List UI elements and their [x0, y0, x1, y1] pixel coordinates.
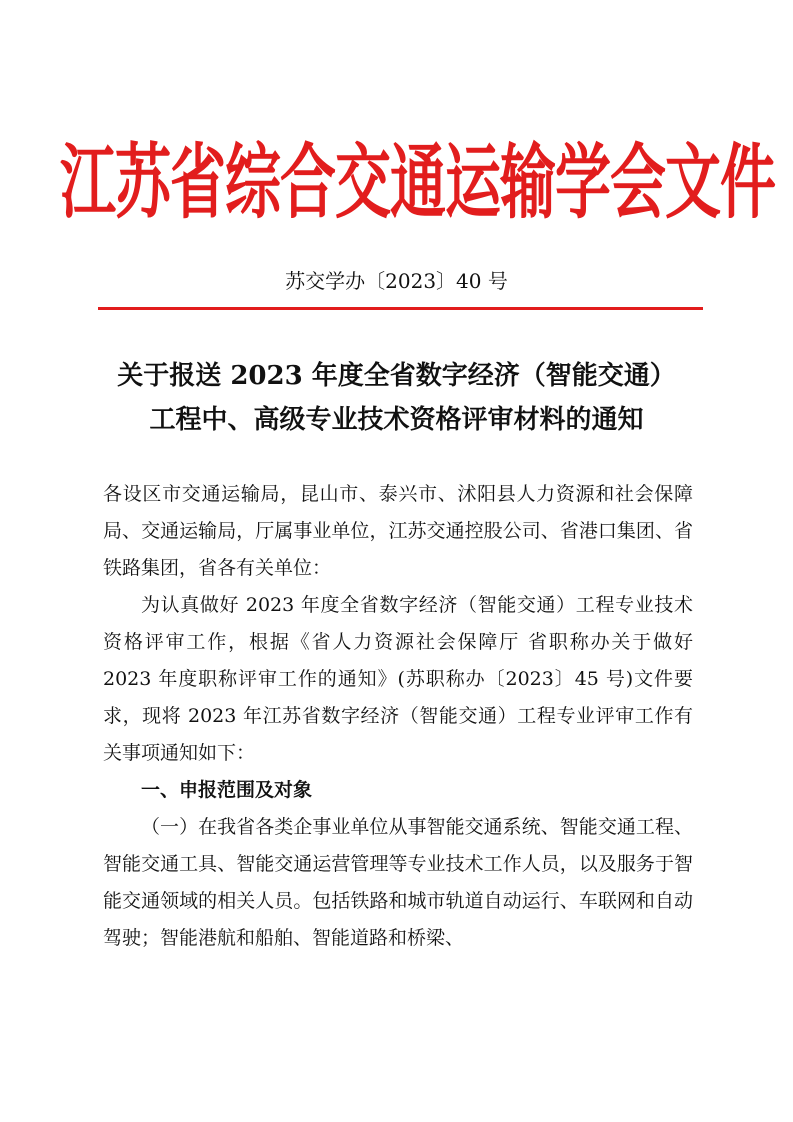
notice-title: [90, 354, 703, 442]
section-1-paragraph-1: （一）在我省各类企事业单位从事智能交通系统、智能交通工程、智能交通工具、智能交通运营管理等专业技术工作人员，以及服务于智能交通领域的相关人员。包括铁路和城市轨道自动运行、车联网和自动驾驶；智能港航和船舶、智能道路和桥梁、: [103, 816, 693, 949]
document-header-title: 江苏省综合交通运输学会文件: [60, 135, 775, 231]
header-divider: [98, 307, 703, 310]
intro-paragraph: 为认真做好 2023 年度全省数字经济（智能交通）工程专业技术资格评审工作，根据《省人力资源社会保障厅 省职称办关于做好 2023 年度职称评审工作的通知》(苏职称办〔2023〕45 号)文件要求，现将 2023 年江苏省数字经济（智能交通）工程专业评审工作有关事项通知如下：: [103, 594, 693, 764]
document-number: 苏交学办〔2023〕40 号: [285, 269, 508, 293]
notice-title-line-1: 关于报送 2023 年度全省数字经济（智能交通）: [117, 361, 676, 391]
section-1-heading: 一、申报范围及对象: [141, 779, 313, 801]
document-body: [103, 476, 693, 957]
addressee-paragraph: 各设区市交通运输局，昆山市、泰兴市、沭阳县人力资源和社会保障局、交通运输局，厅属事业单位，江苏交通控股公司、省港口集团、省铁路集团，省各有关单位：: [103, 483, 693, 579]
notice-title-line-2: 工程中、高级专业技术资格评审材料的通知: [149, 405, 644, 435]
